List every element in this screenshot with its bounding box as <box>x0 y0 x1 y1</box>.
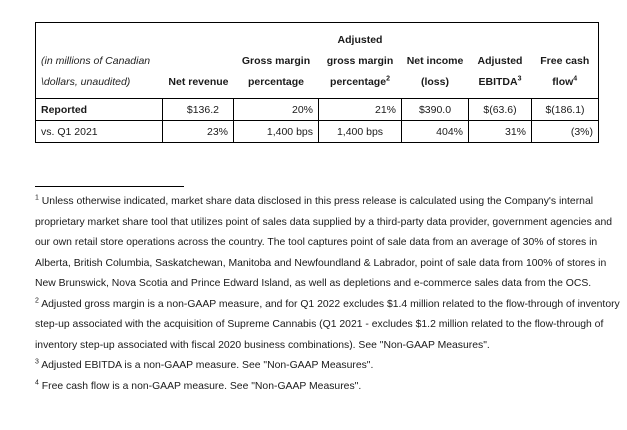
col-header-text: percentage <box>330 76 387 88</box>
footnote-divider <box>35 186 184 187</box>
unit-label <box>36 23 163 99</box>
col-header-adjusted-gross-margin <box>319 23 402 99</box>
col-header-text: Net income <box>406 55 464 67</box>
cell-free-cash-flow: (3%) <box>532 121 599 143</box>
col-header-text: Gross margin <box>241 55 311 67</box>
col-header-text: Net revenue <box>168 76 229 88</box>
col-header-text: percentage <box>247 76 305 88</box>
cell-net-income: $390.0 <box>402 99 469 121</box>
footnote-number: 3 <box>35 358 39 366</box>
cell-adjusted-gross-margin: 1,400 bps <box>319 121 402 143</box>
col-header-net-income <box>402 23 469 99</box>
cell-net-income: 404% <box>402 121 469 143</box>
footnote-number: 2 <box>35 297 39 305</box>
cell-adjusted-gross-margin: 21% <box>319 99 402 121</box>
col-header-text: Free cash <box>540 55 590 67</box>
footnote-2 <box>35 295 620 357</box>
table-row-vs-q1-2021 <box>36 121 599 143</box>
col-header-text: gross margin <box>326 55 394 67</box>
col-header-text: flow <box>552 76 574 88</box>
footnote-3 <box>35 356 620 377</box>
cell-net-revenue: 23% <box>163 121 234 143</box>
footnote-number: 1 <box>35 194 39 202</box>
table-row-reported <box>36 99 599 121</box>
cell-net-revenue: $136.2 <box>163 99 234 121</box>
col-header-free-cash-flow <box>532 23 599 99</box>
footnotes <box>35 192 620 397</box>
col-header-adjusted-ebitda <box>469 23 532 99</box>
table-header-row <box>36 23 599 99</box>
footnote-ref: 3 <box>517 75 522 83</box>
cell-free-cash-flow: $(186.1) <box>532 99 599 121</box>
col-header-net-revenue <box>163 23 234 99</box>
footnote-ref: 4 <box>573 75 578 83</box>
row-label: Reported <box>36 99 163 121</box>
footnote-text: Adjusted EBITDA is a non-GAAP measure. See "Non-GAAP Measures". <box>38 360 374 371</box>
cell-adjusted-ebitda: 31% <box>469 121 532 143</box>
footnote-text: Free cash flow is a non-GAAP measure. See "Non-GAAP Measures". <box>38 380 362 392</box>
cell-gross-margin: 1,400 bps <box>234 121 319 143</box>
col-header-gross-margin <box>234 23 319 99</box>
footnote-number: 4 <box>35 379 39 387</box>
col-header-text: EBITDA <box>478 76 518 88</box>
financial-summary-table <box>35 22 599 143</box>
col-header-text: Adjusted <box>477 55 523 67</box>
footnote-4 <box>35 377 620 398</box>
row-label: vs. Q1 2021 <box>36 121 163 143</box>
unit-label-line2: \dollars, unaudited) <box>41 76 131 88</box>
unit-label-line1: (in millions of Canadian <box>41 55 151 67</box>
col-header-text: (loss) <box>420 76 449 88</box>
footnote-text: Unless otherwise indicated, market share data disclosed in this press release is calculated using the Company's internal proprietary market share tool that utilizes point of sales data supplied by a third-party data provider, government agencies and our own retail store operations across the country. The tool captures point of sale data from an average of 30% of stores in Alberta, British Columbia, Saskatchewan, Manitoba and Newfoundland & Labrador, point of sale data from 100% of stores in New Brunswick, Nova Scotia and Prince Edward Island, as well as depletions and e-commerce sales data from the OCS. <box>35 196 613 289</box>
cell-gross-margin: 20% <box>234 99 319 121</box>
cell-adjusted-ebitda: $(63.6) <box>469 99 532 121</box>
footnote-text: Adjusted gross margin is a non-GAAP measure, and for Q1 2022 excludes $1.4 million related to the flow-through of inventory step-up associated with the acquisition of Supreme Cannabis (Q1 2021 - excludes $1.2 million related to the flow-through of inventory step-up associated with fiscal 2020 business combinations). See "Non-GAAP Measures". <box>35 298 620 351</box>
footnote-1 <box>35 192 620 295</box>
footnote-ref: 2 <box>386 75 390 83</box>
col-header-text: Adjusted <box>337 34 383 46</box>
